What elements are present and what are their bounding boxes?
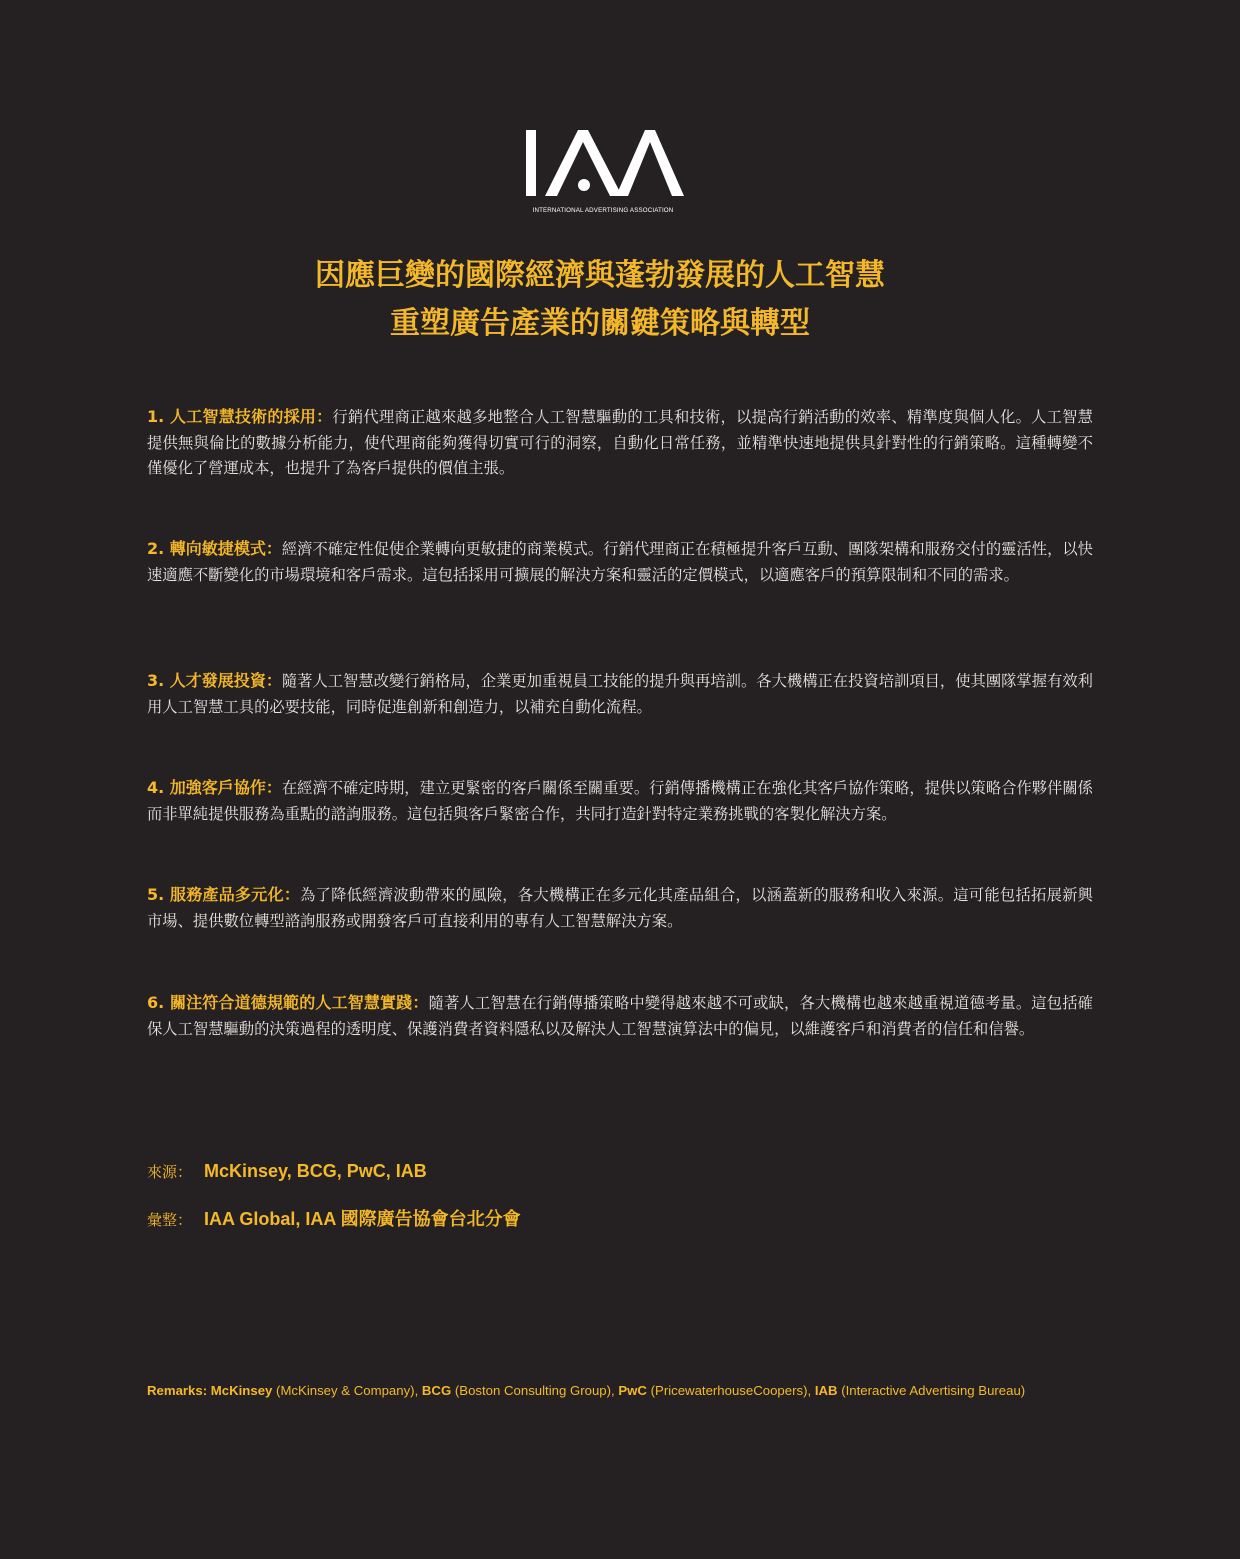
source-value: McKinsey, BCG, PwC, IAB [204, 1161, 427, 1181]
source-credit [147, 1161, 427, 1182]
section-agile-model [147, 536, 1093, 588]
remark-full: (Boston Consulting Group) [454, 1383, 612, 1398]
compiled-label: 彙整： [147, 1211, 193, 1229]
page-title-line2: 重塑廣告產業的關鍵策略與轉型 [390, 306, 810, 341]
section-service-diversification [147, 882, 1093, 934]
page-title-line1: 因應巨變的國際經濟與蓬勃發展的人工智慧 [315, 258, 885, 293]
compiled-value: IAA Global, IAA 國際廣告協會台北分會 [204, 1209, 521, 1229]
remark-full: (Interactive Advertising Bureau) [841, 1383, 1026, 1398]
iaa-logo [520, 128, 686, 220]
section-body: 隨著人工智慧在行銷傳播策略中變得越來越不可或缺，各大機構也越來越重視道德考量。這包括確保人工智慧驅動的決策過程的透明度、保護消費者資料隱私以及解決人工智慧演算法中的偏見，以維護客戶和消費者的信任和信譽。 [147, 994, 1093, 1038]
remark-abbr: IAB [814, 1383, 838, 1398]
section-body: 行銷代理商正越來越多地整合人工智慧驅動的工具和技術，以提高行銷活動的效率、精準度與個人化。人工智慧提供無與倫比的數據分析能力，使代理商能夠獲得切實可行的洞察，自動化日常任務，並精準快速地提供具針對性的行銷策略。這種轉變不僅優化了營運成本，也提升了為客戶提供的價值主張。 [147, 408, 1093, 477]
compiled-credit [147, 1205, 521, 1231]
section-heading: 5. 服務產品多元化： [147, 885, 301, 904]
section-body: 為了降低經濟波動帶來的風險，各大機構正在多元化其產品組合，以涵蓋新的服務和收入來源。這可能包括拓展新興市場、提供數位轉型諮詢服務或開發客戶可直接利用的專有人工智慧解決方案。 [147, 886, 1093, 930]
section-heading: 1. 人工智慧技術的採用： [147, 407, 333, 426]
section-ethical-ai [147, 990, 1093, 1042]
section-talent-investment [147, 668, 1093, 720]
source-label: 來源： [147, 1163, 193, 1181]
section-ai-adoption [147, 404, 1093, 482]
section-client-collaboration [147, 775, 1093, 827]
section-body: 在經濟不確定時期，建立更緊密的客戶關係至關重要。行銷傳播機構正在強化其客戶協作策略，提供以策略合作夥伴關係而非單純提供服務為重點的諮詢服務。這包括與客戶緊密合作，共同打造針對特定業務挑戰的客製化解決方案。 [147, 779, 1093, 823]
remark-separator: , [414, 1383, 419, 1398]
logo-caption: INTERNATIONAL ADVERTISING ASSOCIATION [532, 207, 674, 214]
section-heading: 6. 關注符合道德規範的人工智慧實踐： [147, 993, 429, 1012]
iaa-logo-mark [520, 128, 686, 204]
remark-abbr: McKinsey [210, 1383, 273, 1398]
remarks-label: Remarks: [147, 1383, 208, 1398]
remark-full: (McKinsey & Company) [276, 1383, 415, 1398]
remarks [147, 1383, 1025, 1398]
remark-separator: , [807, 1383, 812, 1398]
remark-separator: , [611, 1383, 615, 1398]
remark-abbr: BCG [421, 1383, 452, 1398]
section-heading: 4. 加強客戶協作： [147, 778, 282, 797]
remark-abbr: PwC [618, 1383, 647, 1398]
remark-full: (PricewaterhouseCoopers) [650, 1383, 808, 1398]
section-heading: 3. 人才發展投資： [147, 671, 282, 690]
section-body: 經濟不確定性促使企業轉向更敏捷的商業模式。行銷代理商正在積極提升客戶互動、團隊架構和服務交付的靈活性，以快速適應不斷變化的市場環境和客戶需求。這包括採用可擴展的解決方案和靈活的定價模式，以適應客戶的預算限制和不同的需求。 [147, 540, 1093, 584]
section-body: 隨著人工智慧改變行銷格局，企業更加重視員工技能的提升與再培訓。各大機構正在投資培訓項目，使其團隊掌握有效利用人工智慧工具的必要技能，同時促進創新和創造力，以補充自動化流程。 [147, 672, 1093, 716]
section-heading: 2. 轉向敏捷模式： [147, 539, 282, 558]
